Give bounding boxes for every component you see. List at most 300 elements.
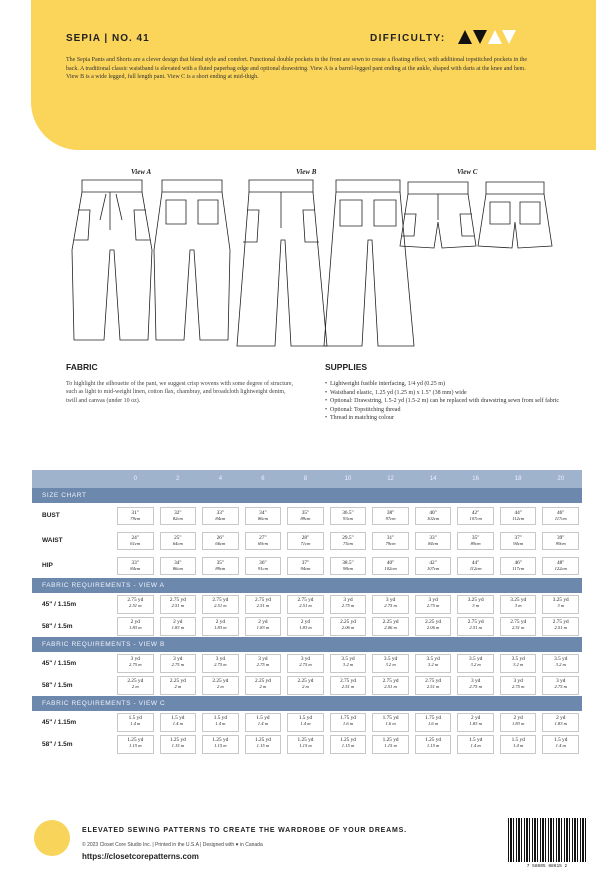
table-cell xyxy=(500,507,537,525)
table-cell xyxy=(372,654,409,673)
cell-primary-value: 2.75 yd xyxy=(552,618,569,625)
cell-primary-value: 3 yd xyxy=(300,655,311,662)
cell-metric-value: 93cm xyxy=(343,515,353,521)
row-label: BUST xyxy=(42,512,60,519)
size-column-header: 10 xyxy=(344,476,352,482)
cell-metric-value: 94cm xyxy=(300,565,311,571)
fabric-view-a-title: FABRIC REQUIREMENTS - VIEW A xyxy=(32,578,582,593)
difficulty-label: DIFFICULTY: xyxy=(370,33,446,44)
cell-primary-value: 1.75 yd xyxy=(382,714,399,721)
table-cell xyxy=(245,557,282,575)
table-cell xyxy=(117,735,154,754)
cell-primary-value: 32" xyxy=(174,509,182,516)
cell-metric-value: 2.75 m xyxy=(384,602,397,608)
size-column-header: 14 xyxy=(429,476,437,482)
cell-metric-value: 2 m xyxy=(174,683,182,689)
cell-metric-value: 1.83 m xyxy=(214,624,227,630)
cell-primary-value: 2.75 yd xyxy=(340,677,356,684)
fabric-view-b-section xyxy=(32,637,582,696)
supply-item: • Thread in matching colour xyxy=(325,414,575,423)
cell-primary-value: 44" xyxy=(471,559,480,566)
view-a-label: View A xyxy=(131,168,152,176)
cell-metric-value: 79cm xyxy=(385,540,396,546)
cell-metric-value: 2.06 m xyxy=(384,624,397,630)
cell-metric-value: 1.83 m xyxy=(256,624,270,630)
cell-primary-value: 2.75 yd xyxy=(169,596,186,603)
cell-metric-value: 2.51 m xyxy=(214,602,227,608)
cell-metric-value: 2 m xyxy=(259,683,267,689)
cell-primary-value: 3 yd xyxy=(385,596,396,603)
table-cell xyxy=(457,735,494,754)
row-cells xyxy=(114,595,582,614)
table-row xyxy=(32,652,582,674)
table-cell xyxy=(542,595,579,614)
table-cell xyxy=(372,507,409,525)
supply-item: • Optional: Drawstring, 1.5-2 yd (1.5-2 m) can be replaced with drawstring sewn from self fabric xyxy=(325,397,575,406)
cell-metric-value: 1.83 m xyxy=(511,720,525,726)
table-cell xyxy=(245,713,282,732)
cell-primary-value: 2.25 yd xyxy=(212,677,229,684)
cell-primary-value: 1.5 yd xyxy=(128,714,142,721)
table-cell xyxy=(542,676,579,695)
cell-metric-value: 2.51 m xyxy=(511,624,525,630)
cell-metric-value: 1.15 m xyxy=(129,742,142,748)
row-label: 45" / 1.15m xyxy=(42,659,77,667)
cell-primary-value: 1.25 yd xyxy=(340,736,356,743)
size-chart-rows xyxy=(32,503,582,578)
cell-primary-value: 2.75 yd xyxy=(425,677,442,684)
cell-primary-value: 37" xyxy=(301,559,310,566)
cell-primary-value: 2 yd xyxy=(173,618,183,625)
fabric-view-c-rows xyxy=(32,711,582,755)
cell-primary-value: 2.25 yd xyxy=(254,677,271,684)
table-cell xyxy=(500,676,537,695)
row-cells xyxy=(114,654,582,673)
cell-primary-value: 40" xyxy=(386,559,395,566)
table-cell xyxy=(160,507,197,525)
cell-primary-value: 2.75 yd xyxy=(297,596,314,603)
difficulty-icon xyxy=(456,29,516,45)
table-cell xyxy=(415,532,452,550)
table-cell xyxy=(542,617,579,636)
table-cell xyxy=(372,735,409,754)
cell-metric-value: 2.51 m xyxy=(384,683,397,689)
cell-metric-value: 2 m xyxy=(216,683,224,689)
table-cell xyxy=(330,676,367,695)
table-cell xyxy=(202,532,239,550)
cell-primary-value: 2.25 yd xyxy=(382,618,399,625)
cell-primary-value: 37" xyxy=(514,534,522,541)
cell-primary-value: 42" xyxy=(429,559,437,566)
cell-primary-value: 2.25 yd xyxy=(425,618,442,625)
cell-primary-value: 2 yd xyxy=(300,618,311,625)
table-cell xyxy=(117,676,154,695)
cell-primary-value: 1.75 yd xyxy=(425,714,442,721)
view-c-front xyxy=(400,182,476,248)
table-cell xyxy=(287,532,324,550)
cell-metric-value: 1.4 m xyxy=(555,742,566,748)
cell-metric-value: 1.4 m xyxy=(470,742,481,748)
table-cell xyxy=(330,735,367,754)
table-cell xyxy=(245,617,282,636)
table-cell xyxy=(542,557,579,575)
cell-metric-value: 66cm xyxy=(215,540,226,546)
cell-primary-value: 33" xyxy=(216,509,225,516)
cell-metric-value: 1.4 m xyxy=(215,720,226,726)
table-cell xyxy=(160,676,197,695)
table-cell xyxy=(457,557,494,575)
cell-metric-value: 2 m xyxy=(302,683,309,689)
cell-primary-value: 2.25 yd xyxy=(297,677,314,684)
size-chart-title: SIZE CHART xyxy=(32,488,582,503)
table-cell xyxy=(457,532,494,550)
cell-metric-value: 1.83 m xyxy=(554,720,567,726)
row-label: 45" / 1.15m xyxy=(42,600,77,608)
table-cell xyxy=(117,713,154,732)
cell-metric-value: 2.51 m xyxy=(469,624,482,630)
cell-primary-value: 25" xyxy=(174,534,182,541)
table-row xyxy=(32,528,582,553)
table-cell xyxy=(287,654,324,673)
cell-metric-value: 117cm xyxy=(554,515,567,521)
cell-metric-value: 2.75 m xyxy=(341,602,355,608)
cell-metric-value: 86cm xyxy=(172,565,183,571)
cell-metric-value: 2 m xyxy=(131,683,139,689)
fabric-heading: FABRIC xyxy=(66,362,98,372)
table-cell xyxy=(245,507,282,525)
cell-primary-value: 44" xyxy=(514,509,522,516)
cell-primary-value: 36" xyxy=(259,559,267,566)
table-cell xyxy=(542,507,579,525)
cell-metric-value: 2.75 m xyxy=(299,661,312,667)
row-label: 58" / 1.5m xyxy=(42,681,73,689)
cell-metric-value: 117cm xyxy=(512,565,525,571)
cell-metric-value: 107cm xyxy=(469,515,482,521)
cell-metric-value: 3 m xyxy=(514,602,522,608)
table-cell xyxy=(245,676,282,695)
cell-primary-value: 2 yd xyxy=(471,714,481,721)
cell-metric-value: 1.6 m xyxy=(385,720,396,726)
table-row xyxy=(32,674,582,696)
table-cell xyxy=(372,617,409,636)
size-column-header: 0 xyxy=(133,476,137,482)
cell-primary-value: 1.25 yd xyxy=(212,736,229,743)
row-cells xyxy=(114,735,582,754)
cell-metric-value: 2.75 m xyxy=(214,661,227,667)
cell-metric-value: 71cm xyxy=(300,540,311,546)
table-cell xyxy=(117,595,154,614)
cell-metric-value: 1.15 m xyxy=(384,742,397,748)
size-column-header: 4 xyxy=(218,476,223,482)
table-cell xyxy=(500,532,537,550)
table-row xyxy=(32,711,582,733)
row-cells xyxy=(114,507,582,525)
table-cell xyxy=(117,654,154,673)
table-cell xyxy=(202,735,239,754)
cell-metric-value: 89cm xyxy=(215,565,226,571)
row-label: HIP xyxy=(42,562,53,569)
cell-metric-value: 61cm xyxy=(130,540,141,546)
cell-primary-value: 1.25 yd xyxy=(254,736,271,743)
size-column-header: 12 xyxy=(387,476,394,482)
cell-metric-value: 1.15 m xyxy=(171,742,185,748)
cell-metric-value: 64cm xyxy=(172,540,183,546)
table-cell xyxy=(457,676,494,695)
cell-metric-value: 86cm xyxy=(257,515,268,521)
cell-primary-value: 35" xyxy=(301,509,310,516)
cell-metric-value: 2.51 m xyxy=(554,624,567,630)
size-column-header: 20 xyxy=(557,476,565,482)
cell-primary-value: 35" xyxy=(216,559,225,566)
row-label: WAIST xyxy=(42,537,63,544)
cell-primary-value: 38" xyxy=(386,509,395,516)
cell-metric-value: 2.75 m xyxy=(129,661,142,667)
view-b-back xyxy=(324,180,414,346)
cell-primary-value: 3 yd xyxy=(513,677,523,684)
cell-primary-value: 34" xyxy=(174,559,182,566)
table-cell xyxy=(500,557,537,575)
cell-primary-value: 1.5 yd xyxy=(213,714,227,721)
table-cell xyxy=(330,557,367,575)
website-link[interactable]: https://closetcorepatterns.com xyxy=(82,852,199,861)
row-cells xyxy=(114,713,582,732)
table-row xyxy=(32,553,582,578)
cell-metric-value: 2.75 m xyxy=(469,683,482,689)
cell-metric-value: 84cm xyxy=(215,515,226,521)
size-column-header: 6 xyxy=(261,476,265,482)
table-cell xyxy=(287,735,324,754)
cell-primary-value: 2.25 yd xyxy=(127,677,144,684)
cell-primary-value: 1.25 yd xyxy=(382,736,399,743)
cell-metric-value: 122cm xyxy=(554,565,567,571)
cell-metric-value: 94cm xyxy=(513,540,524,546)
view-b-label: View B xyxy=(296,168,317,176)
cell-metric-value: 1.15 m xyxy=(426,742,440,748)
row-cells xyxy=(114,532,582,550)
barcode-icon xyxy=(508,818,586,862)
cell-primary-value: 3 yd xyxy=(215,655,225,662)
table-cell xyxy=(160,735,197,754)
cell-metric-value: 1.15 m xyxy=(299,742,312,748)
view-a-back xyxy=(154,180,230,340)
cell-metric-value: 1.4 m xyxy=(257,720,269,726)
cell-metric-value: 107cm xyxy=(426,565,440,571)
intro-text: The Sepia Pants and Shorts are a clever design that blend style and comfort. Functional double pockets in the front are sewn to create a floating effect, with additional topstitched pockets in the back. A traditional classic waistband is elevated with a fluted paperbag edge and optional drawstring. View A is a barrel-legged pant ending at the ankle, shaped with darts at the knee and hem. View B is a wide legged, full length pant. View C is a short ending at mid-thigh. xyxy=(66,57,528,81)
cell-primary-value: 2.75 yd xyxy=(467,618,484,625)
cell-metric-value: 84cm xyxy=(428,540,439,546)
supply-item: • Lightweight fusible interfacing, 1/4 yd (0.25 m) xyxy=(325,380,575,389)
row-cells xyxy=(114,676,582,695)
cell-primary-value: 2 yd xyxy=(130,618,140,625)
barcode-number: 7 58605 88615 2 xyxy=(526,864,568,869)
cell-metric-value: 99cm xyxy=(555,540,566,546)
fabric-view-a-section xyxy=(32,578,582,637)
table-cell xyxy=(415,735,452,754)
table-cell xyxy=(287,617,324,636)
cell-primary-value: 31" xyxy=(386,534,395,541)
table-cell xyxy=(330,507,367,525)
table-cell xyxy=(287,595,324,614)
cell-metric-value: 1.83 m xyxy=(469,720,482,726)
table-row xyxy=(32,503,582,528)
cell-primary-value: 3 yd xyxy=(258,655,268,662)
table-cell xyxy=(160,595,197,614)
cell-primary-value: 27" xyxy=(259,534,267,541)
copyright-text: © 2023 Closet Core Studio Inc. | Printed in the U.S.A | Designed with ♥ in Canada xyxy=(82,842,263,848)
cell-metric-value: 2.75 m xyxy=(426,602,440,608)
pattern-name: SEPIA | NO. 41 xyxy=(66,33,150,44)
table-cell xyxy=(117,557,154,575)
cell-metric-value: 2.75 m xyxy=(171,661,185,667)
cell-primary-value: 39" xyxy=(557,534,565,541)
table-cell xyxy=(287,676,324,695)
cell-primary-value: 38.5" xyxy=(342,559,354,566)
cell-primary-value: 1.25 yd xyxy=(297,736,314,743)
cell-primary-value: 42" xyxy=(471,509,480,516)
table-cell xyxy=(287,557,324,575)
table-cell xyxy=(330,713,367,732)
size-column-header: 2 xyxy=(176,476,180,482)
cell-primary-value: 2.25 yd xyxy=(340,618,356,625)
cell-metric-value: 2.75 m xyxy=(554,683,567,689)
fabric-view-b-title: FABRIC REQUIREMENTS - VIEW B xyxy=(32,637,582,652)
size-column-header: 8 xyxy=(303,476,308,482)
cell-primary-value: 2 yd xyxy=(215,618,225,625)
table-cell xyxy=(202,557,239,575)
supplies-list xyxy=(325,380,575,423)
fabric-view-c-title: FABRIC REQUIREMENTS - VIEW C xyxy=(32,696,582,711)
table-cell xyxy=(372,557,409,575)
cell-metric-value: 2.75 m xyxy=(256,661,270,667)
cell-primary-value: 24" xyxy=(131,534,139,541)
cell-primary-value: 3.25 yd xyxy=(510,596,527,603)
cell-primary-value: 1.5 yd xyxy=(298,714,313,721)
cell-primary-value: 35" xyxy=(471,534,480,541)
cell-metric-value: 3 m xyxy=(472,602,480,608)
cell-primary-value: 2.75 yd xyxy=(254,596,271,603)
cell-primary-value: 3.5 yd xyxy=(341,655,355,662)
cell-metric-value: 3.2 m xyxy=(470,661,481,667)
table-cell xyxy=(330,617,367,636)
table-cell xyxy=(500,735,537,754)
cell-metric-value: 2.51 m xyxy=(341,683,355,689)
cell-primary-value: 3.5 yd xyxy=(383,655,398,662)
cell-metric-value: 1.15 m xyxy=(341,742,355,748)
fabric-view-b-rows xyxy=(32,652,582,696)
size-header-row xyxy=(32,470,582,488)
table-cell xyxy=(542,713,579,732)
cell-primary-value: 3 yd xyxy=(428,596,438,603)
row-label: 58" / 1.5m xyxy=(42,740,73,748)
table-cell xyxy=(542,654,579,673)
cell-primary-value: 2.25 yd xyxy=(169,677,186,684)
table-cell xyxy=(415,654,452,673)
row-cells xyxy=(114,617,582,636)
cell-primary-value: 1.5 yd xyxy=(511,736,525,743)
table-cell xyxy=(330,654,367,673)
cell-primary-value: 46" xyxy=(514,559,522,566)
table-cell xyxy=(415,557,452,575)
cell-metric-value: 2.51 m xyxy=(171,602,185,608)
cell-primary-value: 2 yd xyxy=(556,714,566,721)
table-cell xyxy=(415,617,452,636)
size-chart-section xyxy=(32,488,582,578)
cell-metric-value: 3 m xyxy=(557,602,565,608)
cell-primary-value: 2 yd xyxy=(513,714,523,721)
cell-primary-value: 1.5 yd xyxy=(554,736,568,743)
cell-metric-value: 89cm xyxy=(470,540,481,546)
cell-metric-value: 112cm xyxy=(469,565,482,571)
table-cell xyxy=(202,713,239,732)
cell-metric-value: 102cm xyxy=(384,565,397,571)
table-cell xyxy=(542,532,579,550)
cell-metric-value: 3.2 m xyxy=(385,661,396,667)
cell-metric-value: 91cm xyxy=(257,565,268,571)
cell-metric-value: 2.51 m xyxy=(256,602,270,608)
table-cell xyxy=(500,617,537,636)
cell-primary-value: 1.25 yd xyxy=(169,736,186,743)
cell-primary-value: 1.5 yd xyxy=(171,714,185,721)
cell-metric-value: 82cm xyxy=(172,515,183,521)
table-cell xyxy=(202,654,239,673)
cell-primary-value: 36.5" xyxy=(342,509,354,516)
table-cell xyxy=(117,617,154,636)
row-cells xyxy=(114,557,582,575)
table-cell xyxy=(330,532,367,550)
table-row xyxy=(32,733,582,755)
table-cell xyxy=(245,654,282,673)
cell-primary-value: 2.75 yd xyxy=(382,677,399,684)
table-cell xyxy=(372,676,409,695)
table-cell xyxy=(415,507,452,525)
cell-primary-value: 34" xyxy=(259,509,267,516)
cell-metric-value: 2.06 m xyxy=(341,624,355,630)
cell-primary-value: 1.25 yd xyxy=(425,736,442,743)
cell-primary-value: 3.5 yd xyxy=(511,655,525,662)
footer-tagline: ELEVATED SEWING PATTERNS TO CREATE THE WARDROBE OF YOUR DREAMS. xyxy=(82,827,407,834)
cell-metric-value: 1.6 m xyxy=(427,720,439,726)
cell-primary-value: 33" xyxy=(131,559,139,566)
cell-primary-value: 29.5" xyxy=(342,534,354,541)
cell-primary-value: 33" xyxy=(429,534,437,541)
cell-metric-value: 3.2 m xyxy=(513,661,524,667)
cell-metric-value: 1.83 m xyxy=(171,624,185,630)
cell-primary-value: 3 yd xyxy=(556,677,566,684)
cell-primary-value: 31" xyxy=(131,509,139,516)
table-cell xyxy=(372,595,409,614)
cell-primary-value: 3.5 yd xyxy=(554,655,568,662)
table-cell xyxy=(500,654,537,673)
cell-metric-value: 2.51 m xyxy=(299,602,312,608)
table-cell xyxy=(160,557,197,575)
cell-metric-value: 1.83 m xyxy=(299,624,312,630)
cell-metric-value: 102cm xyxy=(426,515,440,521)
cell-primary-value: 3 yd xyxy=(173,655,183,662)
cell-metric-value: 2.51 m xyxy=(129,602,142,608)
cell-metric-value: 2.06 m xyxy=(426,624,440,630)
table-row xyxy=(32,615,582,637)
cell-primary-value: 3.25 yd xyxy=(467,596,484,603)
cell-primary-value: 28" xyxy=(301,534,310,541)
brand-logo-icon xyxy=(34,820,70,856)
table-cell xyxy=(245,595,282,614)
table-cell xyxy=(372,532,409,550)
cell-primary-value: 1.75 yd xyxy=(340,714,356,721)
table-cell xyxy=(457,617,494,636)
supply-item: • Waistband elastic, 1.25 yd (1.25 m) x 1.5" (38 mm) wide xyxy=(325,389,575,398)
size-column-header: 16 xyxy=(472,476,479,482)
fabric-view-c-section xyxy=(32,696,582,755)
